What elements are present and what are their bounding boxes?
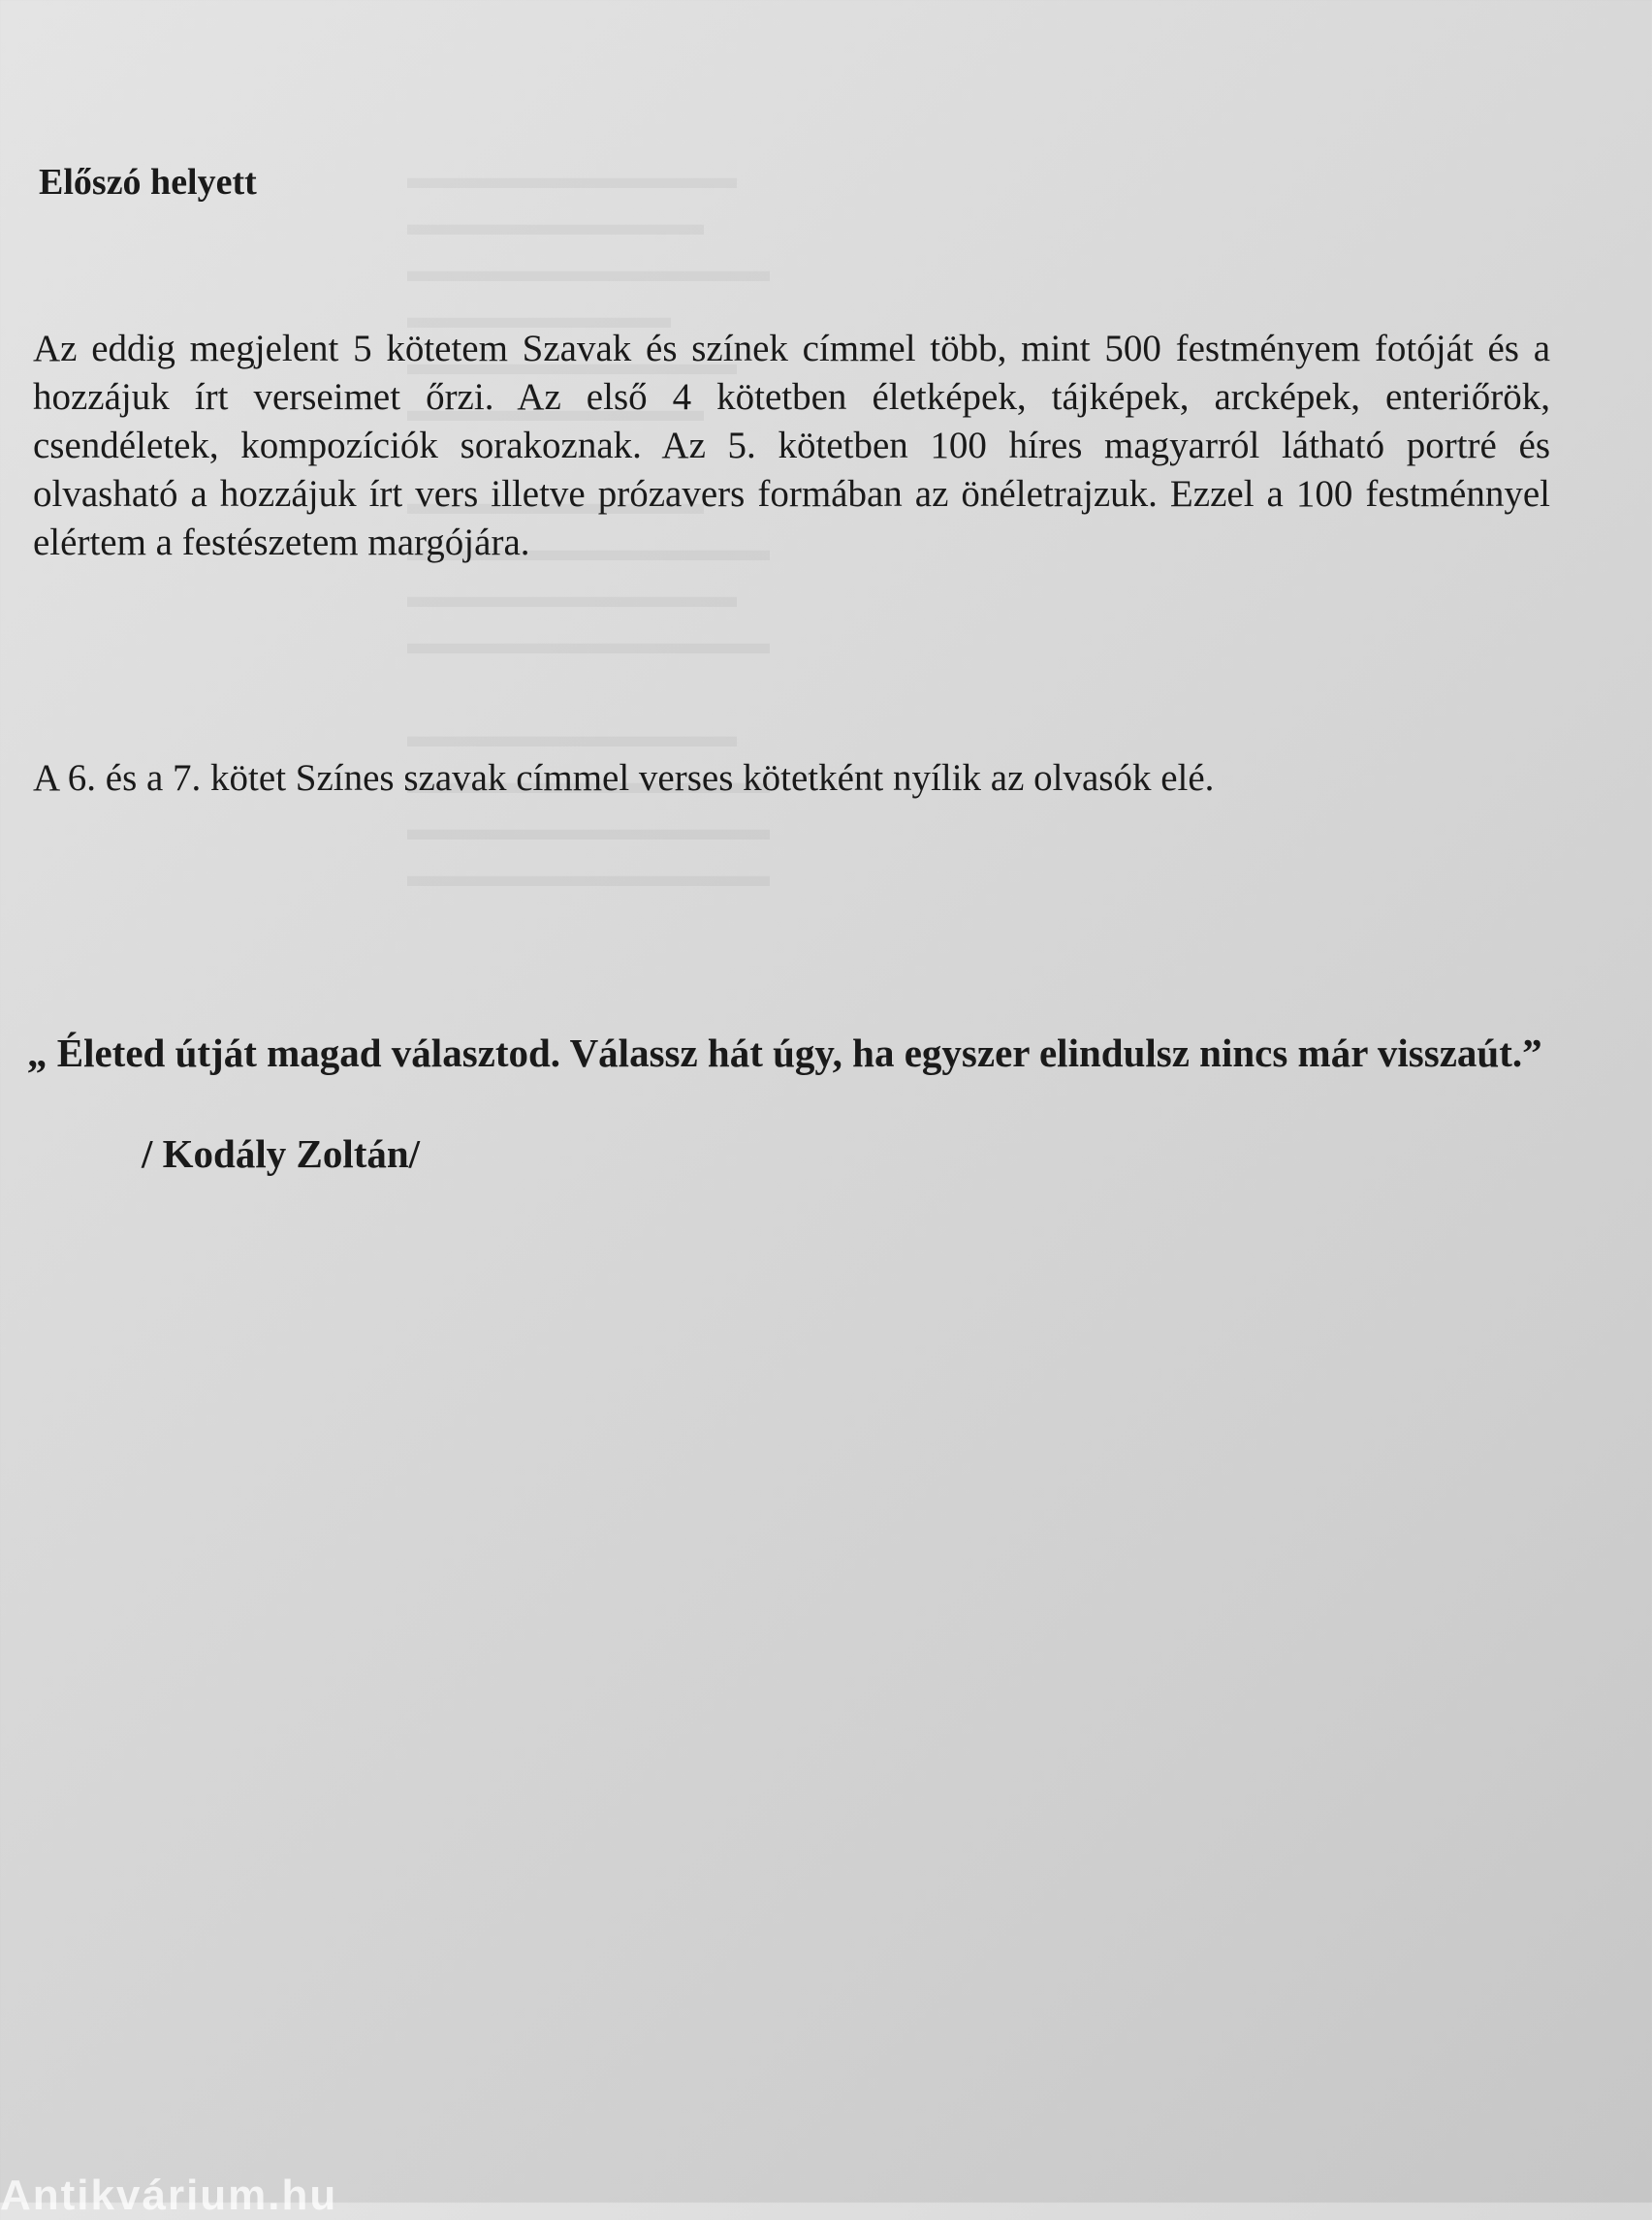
volumes-paragraph: A 6. és a 7. kötet Színes szavak címmel verses kötetként nyílik az olvasók elé. (33, 757, 1215, 799)
intro-paragraph: Az eddig megjelent 5 kötetem Szavak és színek címmel több, mint 500 festményem fotóját és a hozzájuk írt verseimet őrzi. Az első 4 kötetben életképek, tájképek, arcképek, enteriőrök, csendéletek, kompozíciók sorakoznak. Az 5. kötetben 100 híres magyarról látható portré és olvasható a hozzájuk írt vers illetve prózavers formában az önéletrajzuk. Ezzel a 100 festménnyel elértem a festészetem margójára. (33, 328, 1550, 563)
page-title: Előszó helyett (39, 162, 257, 203)
quote-text: „ Életed útját magad választod. Válassz hát úgy, ha egyszer elindulsz nincs már visszaút.” (27, 1031, 1542, 1075)
watermark: Antikvárium.hu (0, 2172, 338, 2219)
quote-author: / Kodály Zoltán/ (142, 1131, 421, 1176)
